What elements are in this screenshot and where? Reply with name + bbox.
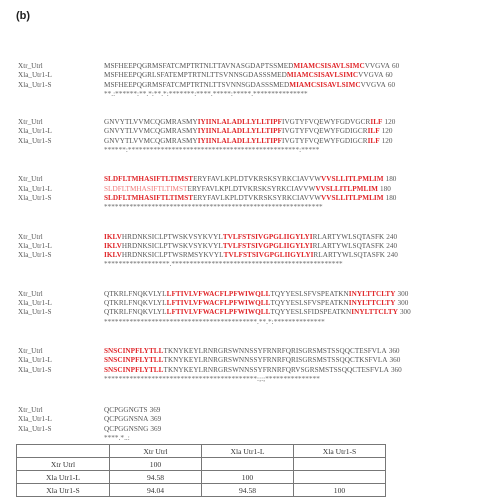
consensus-symbols: ************************************************************ [104,203,323,212]
sequence-text [104,366,389,375]
transmembrane-segment: SLDFLTMHASIFTLTIMST [104,184,188,193]
sequence-segment: RLARTYWLSQTASFK [312,232,385,241]
consensus-row [18,203,473,212]
sequence-row [18,366,473,375]
identity-cell: 94.04 [110,484,202,497]
identity-cell [294,458,386,471]
transmembrane-segment: LFTIVLVFWACFLPFWIWQLL [166,289,271,298]
residue-count: 240 [386,232,398,241]
table-row [17,458,386,471]
sequence-row [18,308,473,317]
residue-count: 60 [387,80,396,89]
alignment-block [18,406,473,443]
consensus-row [18,260,473,269]
transmembrane-segment: INYLTTCLTY [348,299,396,308]
alignment-block [18,290,473,327]
transmembrane-segment: MIAMCSISAVLSIMC [286,71,359,80]
sequence-text [104,415,148,424]
sequence-segment: GNVYTLVVMCQGMRASMY [104,118,198,127]
row-header: Xla Utr1-S [17,484,110,497]
residue-count: 60 [391,62,400,70]
transmembrane-segment: SLDFLTMHASIFTLTIMST [104,193,194,202]
column-header [17,445,110,458]
alignment-block [18,347,473,384]
transmembrane-segment: TVLFSTSIVGPGLIIGYLYI [222,232,313,241]
sequence-text [104,242,384,251]
sequence-text [104,71,383,80]
residue-count: 60 [385,71,393,80]
sequence-segment: QTKRLFNQKVLYL [104,299,167,308]
transmembrane-segment: TVLFSTSIVGPGLIIGYLYI [222,241,313,250]
transmembrane-segment: VVSLLITLPMLIM [315,184,379,193]
sequence-segment: HRDNKSICLPTWSRMSYKVYL [121,251,224,260]
sequence-text [104,233,384,242]
residue-count: 120 [381,136,393,145]
transmembrane-segment: LFTIVLVFWACFLPFWIWQLL [166,308,271,317]
sequence-row [18,251,473,260]
sequence-name: Xtr_Utrl [18,62,43,70]
transmembrane-segment: LFTIVLVFWACFLPFWIWQLL [166,299,271,308]
transmembrane-segment: IKLV [104,241,122,250]
sequence-text [104,185,378,194]
sequence-text [104,194,384,203]
sequence-row [18,71,473,80]
sequence-name: Xla_Utr1-L [18,184,52,193]
transmembrane-segment: SLDFLTMHASIFTLTIMST [104,175,194,184]
table-row [17,484,386,497]
sequence-segment: MSFHEEPQGRLSFATEMPTRTNLTTSVNNSGDASSSMED [104,71,287,80]
sequence-segment: TKNYKEYLRNRGRSWNNSSYFRNRFQRVSGRSMSTSSQQCTESFVLA [163,365,389,374]
sequence-row [18,118,473,127]
sequence-name: Xtr_Utrl [18,289,43,298]
sequence-segment: VVGVA [358,71,384,80]
sequence-text [104,299,396,308]
sequence-segment: HRDNKSICLPTWSKVSYKVYL [121,232,223,241]
sequence-segment: MSFHEEPQGRMSFATCMPTRTNLTTSVNNSGDASSSMED [104,80,290,89]
consensus-row [18,90,473,99]
sequence-segment: TQYYESLSFVSPEATKN [270,299,349,308]
identity-cell: 100 [110,458,202,471]
transmembrane-segment: INYLTTCLTY [348,289,396,298]
sequence-row [18,185,473,194]
sequence-name: Xla_Utr1-L [18,415,52,424]
sequence-segment: VVGVA [364,62,390,70]
consensus-symbols: ******************************************.**.*:************** [104,317,325,326]
identity-table [16,444,386,497]
transmembrane-segment: MIAMCSISAVLSIMC [289,80,361,89]
sequence-segment: QCPGGNSNG [104,424,149,433]
residue-count: 360 [388,346,400,355]
sequence-row [18,242,473,251]
transmembrane-segment: IKLV [104,251,122,260]
sequence-text [104,251,385,260]
consensus-symbols: ******:***********************************************:***** [104,146,320,155]
identity-cell [294,471,386,484]
sequence-text [104,118,383,127]
sequence-alignment [18,62,473,443]
sequence-segment: ERYFAVLKPLDTVKRSKSYRKCIAVVW [193,193,322,202]
residue-count: 120 [381,127,393,136]
transmembrane-segment: TVLFSTSIVGPGLIIGYLYI [223,251,314,260]
sequence-segment: QCPGGNSNA [104,415,149,424]
sequence-text [104,81,386,90]
sequence-name: Xtr_Utrl [18,118,43,127]
row-header: Xla Utr1-L [17,471,110,484]
sequence-segment: TKNYKEYLRNRGRSWNNSSYFRNRFQRISGRSMSTSSQQCTESFVLA [163,346,387,355]
alignment-block [18,233,473,270]
sequence-row [18,290,473,299]
sequence-segment: HRDNKSICLPTWSKVSYKVYL [121,241,223,250]
identity-cell: 94.58 [110,471,202,484]
transmembrane-segment: SNSCINPFLYTLL [104,356,164,365]
sequence-row [18,233,473,242]
sequence-name: Xtr_Utrl [18,175,43,184]
sequence-row [18,127,473,136]
column-header: Xla Utr1-S [294,445,386,458]
sequence-segment: QTKRLFNQKVLYL [104,308,167,317]
sequence-text [104,425,148,434]
residue-count: 300 [399,308,411,317]
sequence-segment: ERYFAVLKPLDTVKRSKSYRKCIAVVW [187,184,316,193]
residue-count: 369 [149,406,161,415]
residue-count: 369 [150,415,162,424]
sequence-segment: VVGVA [360,80,386,89]
residue-count: 369 [150,424,162,433]
sequence-segment: TKNYKEYLRNRGRSWNNSSYFRNRFQRISGRSMSTSSQQCTKSFVLA [163,356,388,365]
residue-count: 300 [397,299,409,308]
sequence-name: Xtr_Utrl [18,406,43,415]
transmembrane-segment: SNSCINPFLYTLL [104,365,164,374]
sequence-name: Xla_Utr1-S [18,365,52,374]
sequence-text [104,308,398,317]
sequence-name: Xla_Utr1-S [18,251,52,260]
sequence-name: Xla_Utr1-S [18,136,52,145]
transmembrane-segment: ILF [367,136,380,145]
sequence-name: Xla_Utr1-L [18,71,52,80]
sequence-text [104,127,380,136]
residue-count: 240 [386,241,398,250]
sequence-row [18,137,473,146]
sequence-segment: MSFHEEPQGRMSFATCMPTRTNLTTAVNASGDAPTSSMED [104,62,294,70]
sequence-name: Xla_Utr1-S [18,308,52,317]
residue-count: 360 [390,365,402,374]
sequence-segment: GNVYTLVVMCQGMRASMY [104,127,198,136]
sequence-text [104,406,148,415]
sequence-text [104,137,380,146]
residue-count: 180 [385,193,397,202]
identity-cell: 94.58 [202,484,294,497]
transmembrane-segment: INYLTTCLTY [351,308,398,317]
alignment-block [18,118,473,155]
column-header: Xtr Utrl [110,445,202,458]
sequence-row [18,347,473,356]
sequence-segment: IVGTYFVQEWYFGDIGCR [282,127,368,136]
sequence-segment: TQYYESLSFIDSPEATKN [270,308,352,317]
sequence-segment: IVGTYFVQEWYFGDIGCR [282,136,368,145]
transmembrane-segment: IYIINLALADLLYLLTIPF [197,127,282,136]
alignment-block [18,175,473,212]
sequence-segment: QCPGGNGTS [104,406,148,415]
transmembrane-segment: MIAMCSISAVLSIMC [293,62,365,70]
transmembrane-segment: ILF [367,127,380,136]
sequence-segment: TQYYESLSFVSPEATKN [270,289,349,298]
transmembrane-segment: ILF [370,118,383,127]
sequence-name: Xla_Utr1-S [18,424,52,433]
sequence-name: Xla_Utr1-L [18,127,52,136]
sequence-row [18,175,473,184]
sequence-name: Xla_Utr1-S [18,80,52,89]
sequence-segment: RLARTYWLSQTASFK [312,241,385,250]
identity-cell: 100 [202,471,294,484]
consensus-symbols: ****.*..: [104,434,130,443]
consensus-symbols: ******************.*********************************************** [104,260,343,269]
sequence-row [18,356,473,365]
consensus-symbols: ******************************************:;:;*************** [104,374,320,383]
consensus-symbols: **.:******:**.*:**.*:*******:****.*****:*****.*************** [104,89,308,98]
sequence-row [18,299,473,308]
sequence-name: Xla_Utr1-S [18,193,52,202]
transmembrane-segment: VVSLLITLPMLIM [321,175,384,184]
sequence-row [18,406,473,415]
consensus-row [18,318,473,327]
residue-count: 300 [397,289,409,298]
identity-cell [202,458,294,471]
sequence-text [104,356,388,365]
residue-count: 360 [389,356,401,365]
table-header-row [17,445,386,458]
sequence-row [18,81,473,90]
sequence-text [104,347,387,356]
sequence-row [18,415,473,424]
residue-count: 240 [387,251,398,260]
sequence-name: Xtr_Utrl [18,232,43,241]
transmembrane-segment: SNSCINPFLYTLL [104,346,164,355]
residue-count: 180 [385,175,397,184]
identity-cell: 100 [294,484,386,497]
transmembrane-segment: IKLV [104,232,122,241]
sequence-text [104,62,390,71]
sequence-text [104,290,396,299]
residue-count: 120 [384,118,396,127]
sequence-row [18,194,473,203]
sequence-name: Xtr_Utrl [18,346,43,355]
transmembrane-segment: IYIINLALADLLYLLTIPF [197,118,282,127]
sequence-name: Xla_Utr1-L [18,356,52,365]
transmembrane-segment: IYIINLALADLLYLLTIPF [197,136,282,145]
sequence-name: Xla_Utr1-L [18,299,52,308]
sequence-text [104,175,384,184]
sequence-segment: GNVYTLVVMCQGMRASMY [104,136,198,145]
sequence-row [18,62,473,71]
sequence-segment: IVGTYFVQEWYFGDVGCR [282,118,371,127]
consensus-row [18,375,473,384]
sequence-segment: RLARTYWLSQTASFK [313,251,386,260]
sequence-segment: QTKRLFNQKVLYL [104,289,167,298]
sequence-row [18,425,473,434]
column-header: Xla Utr1-L [202,445,294,458]
panel-label: (b) [16,10,31,22]
transmembrane-segment: VVSLLITLPMLIM [321,193,384,202]
sequence-segment: ERYFAVLKPLDTVKRSKSYRKCIAVVW [193,175,322,184]
residue-count: 180 [380,184,391,193]
row-header: Xtr Utrl [17,458,110,471]
consensus-row [18,146,473,155]
alignment-block [18,62,473,99]
consensus-row [18,434,473,443]
sequence-name: Xla_Utr1-L [18,241,52,250]
table-row [17,471,386,484]
